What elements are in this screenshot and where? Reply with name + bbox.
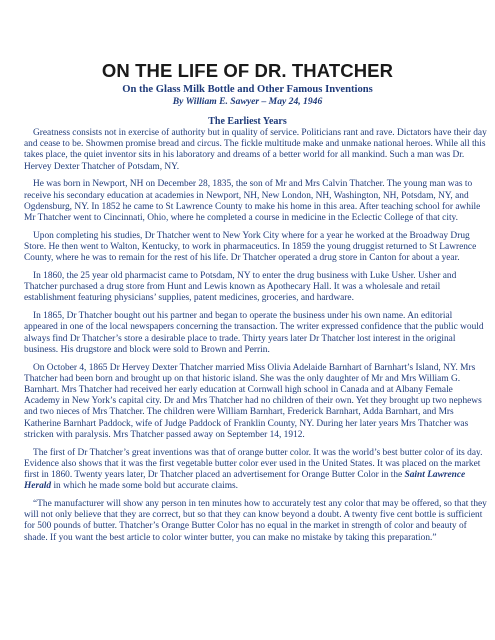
- paragraph-7-text-after: in which he made some bold but accurate claims.: [51, 481, 239, 492]
- page-title: ON THE LIFE OF DR. THATCHER: [101, 60, 394, 81]
- paragraph-7-text-before: The first of Dr Thatcher’s great inventions was that of orange butter color. It was the world’s best butter color of its day. Evidence also shows that it was the first vegetable butter color ever used in the United States. It was placed on the market first in 1860. Twenty years later, Dr Thatcher placed an advertisement for Orange Butter Color in the: [24, 447, 483, 481]
- paragraph-2: He was born in Newport, NH on December 28, 1835, the son of Mr and Mrs Calvin Thatcher. The young man was to receive his secondary education at academies in Newport, NH, New London, NH, Washington, NH, Potsdam, NY, and Ogdensburg, NY. In 1852 he came to St Lawrence County to make his home in this area. After teaching school for awhile Mr Thatcher went to Cincinnati, Ohio, where he completed a course in medicine in the Eclectic College of that city.: [24, 179, 481, 224]
- paragraph-5: In 1865, Dr Thatcher bought out his partner and began to operate the business under his own name. An editorial appeared in one of the local newspapers concerning the transaction. The writer expressed confidence that the public would always find Dr Thatcher’s store a desirable place to trade. Thirty years later Dr Thatcher lost interest in the original business. His drugstore and block were sold to Brown and Perrin.: [24, 311, 484, 355]
- page-subtitle: On the Glass Milk Bottle and Other Famous Inventions: [122, 84, 373, 95]
- paragraph-7: [24, 448, 488, 493]
- advertisement-quote: “The manufacturer will show any person in ten minutes how to accurately test any color that may be offered, so that they will not only believe that they are correct, but so that they can know beyond a doubt. A twenty five cent bottle is sufficient for 500 pounds of butter. Thatcher’s Orange Butter Color has no equal in the market in strength of color and beauty of shade. If you want the best article to color winter butter, you can make no mistake by taking this preparation.”: [24, 499, 487, 543]
- paragraph-1: Greatness consists not in exercise of authority but in quality of service. Politicians rant and rave. Dictators have their day and cease to be. Showmen promise bread and circus. The fickle multitude make and unmake national heroes. While all this takes place, the quiet inventor sits in his laboratory and dreams of a better world for all mankind. Such a man was Dr. Hervey Dexter Thatcher of Potsdam, NY.: [24, 128, 487, 172]
- byline: By William E. Sawyer – May 24, 1946: [172, 96, 323, 107]
- article-body: [24, 128, 488, 550]
- newspaper-name: Saint Lawrence Herald: [24, 470, 466, 492]
- paragraph-4: In 1860, the 25 year old pharmacist came to Potsdam, NY to enter the drug business with Luke Usher. Usher and Thatcher purchased a drug store from Hunt and Lewis known as Apothecary Hall. It was a wholesale and retail establishment featuring physicians’ supplies, patent medicines, groceries, and hardware.: [24, 271, 457, 304]
- paragraph-3: Upon completing his studies, Dr Thatcher went to New York City where for a year he worked at the Broadway Drug Store. He then went to Walton, Kentucky, to work in pharmaceutics. In 1859 the young druggist returned to St Lawrence County, where he was to remain for the rest of his life. Dr Thatcher operated a drug store in Canton for about a year.: [24, 230, 477, 264]
- paragraph-6: On October 4, 1865 Dr Hervey Dexter Thatcher married Miss Olivia Adelaide Barnhart of Barnhart’s Island, NY. Mrs Thatcher had been born and brought up on that historic island. She was the only daughter of Mr and Mrs William G. Barnhart. Mrs Thatcher had received her early education at Cornwall high school in Canada and at Albany Female Academy in New York’s capital city. Dr and Mrs Thatcher had no children of their own. Yet they brought up two nephews and two nieces of Mrs Thatcher. The children were William Barnhart, Frederick Barnhart, Adda Barnhart, and Mrs Katherine Barnhart Paddock, wife of Judge Paddock of Franklin County, NY. During her later years Mrs Thatcher was stricken with paralysis. Mrs Thatcher passed away on September 14, 1912.: [24, 362, 482, 440]
- section-heading: The Earliest Years: [208, 116, 287, 127]
